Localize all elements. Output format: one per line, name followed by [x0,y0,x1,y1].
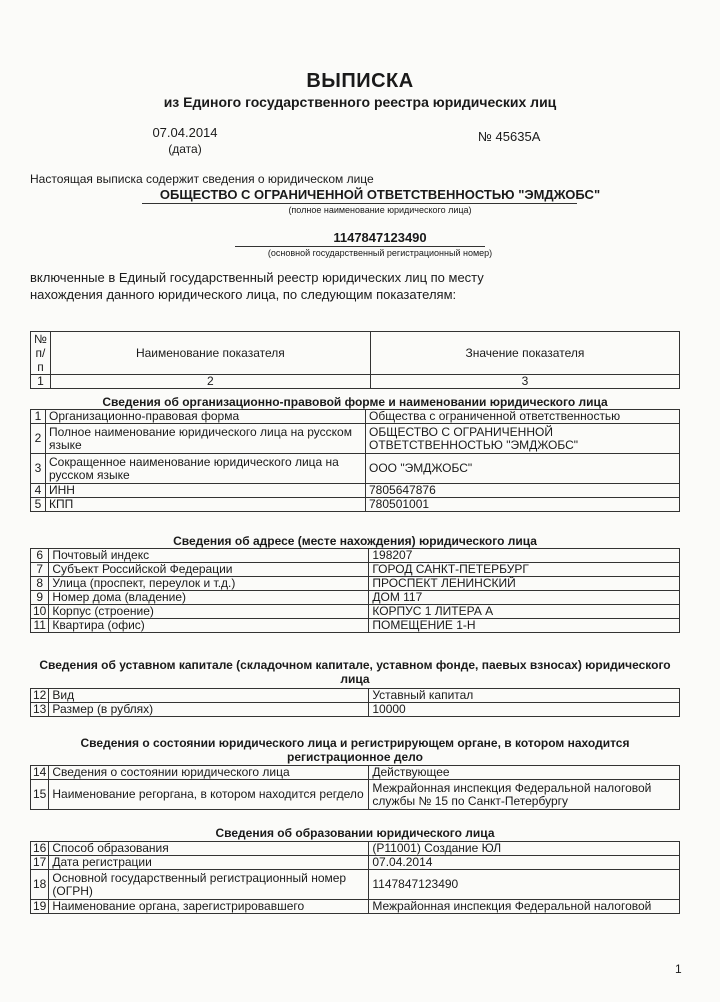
paragraph-line: включенные в Единый государственный реестр юридических лиц по месту [30,270,484,285]
column-index: 1 [31,375,51,389]
row-value: Уставный капитал [369,689,680,703]
row-value: 07.04.2014 [369,856,680,870]
row-key: Наименование органа, зарегистрировавшего [49,900,369,914]
row-key: Полное наименование юридического лица на русском языке [46,424,366,454]
row-value: 1147847123490 [369,870,680,900]
row-key: Дата регистрации [49,856,369,870]
row-key: Номер дома (владение) [49,591,369,605]
ogrn-value: 1147847123490 [333,230,427,245]
section-table [30,548,680,633]
row-number: 11 [31,619,49,633]
row-value: Межрайонная инспекция Федеральной налоговой [369,900,680,914]
row-value: ПОМЕЩЕНИЕ 1-Н [369,619,680,633]
row-value: ДОМ 117 [369,591,680,605]
row-key: ИНН [46,484,366,498]
row-number: 6 [31,549,49,563]
column-index: 3 [370,375,679,389]
row-key: Почтовый индекс [49,549,369,563]
row-number: 1 [31,410,46,424]
column-header-number: № п/п [31,332,51,375]
row-number: 17 [31,856,49,870]
row-value: Общества с ограниченной ответственностью [366,410,680,424]
row-number: 12 [31,689,49,703]
row-value: 198207 [369,549,680,563]
row-value: (Р11001) Создание ЮЛ [369,842,680,856]
section-table [30,841,680,914]
row-key: Квартира (офис) [49,619,369,633]
section-title: Сведения об организационно-правовой форме и наименовании юридического лица [102,395,608,409]
row-key: Сокращенное наименование юридического лица на русском языке [46,454,366,484]
row-number: 5 [31,498,46,512]
row-number: 7 [31,563,49,577]
row-number: 10 [31,605,49,619]
page-number: 1 [675,962,682,976]
row-number: 3 [31,454,46,484]
section-title: Сведения об уставном капитале (складочном капитале, уставном фонде, паевых взносах) юридического лица [39,658,671,686]
underline [235,246,485,247]
row-number: 19 [31,900,49,914]
document-title: ВЫПИСКА [306,70,414,92]
row-number: 2 [31,424,46,454]
row-key: Основной государственный регистрационный номер (ОГРН) [49,870,369,900]
row-number: 4 [31,484,46,498]
row-value: 780501001 [366,498,680,512]
row-key: Размер (в рублях) [49,703,369,717]
row-key: Сведения о состоянии юридического лица [49,766,369,780]
section-table [30,688,680,717]
row-number: 14 [31,766,49,780]
row-key: Вид [49,689,369,703]
row-value: Межрайонная инспекция Федеральной налоговой службы № 15 по Санкт-Петербургу [369,780,680,810]
paragraph-line: нахождения данного юридического лица, по следующим показателям: [30,287,457,302]
extract-number: № 45635А [478,129,541,144]
row-key: Способ образования [49,842,369,856]
row-value: 10000 [369,703,680,717]
section-title: Сведения об адресе (месте нахождения) юридического лица [173,534,537,548]
row-key: КПП [46,498,366,512]
underline [142,203,577,204]
row-number: 8 [31,577,49,591]
section-table [30,409,680,512]
row-value: КОРПУС 1 ЛИТЕРА А [369,605,680,619]
row-key: Организационно-правовая форма [46,410,366,424]
document-subtitle: из Единого государственного реестра юридических лиц [163,94,557,110]
row-number: 16 [31,842,49,856]
intro-text: Настоящая выписка содержит сведения о юридическом лице [30,172,374,186]
section-table [30,765,680,810]
row-number: 15 [31,780,49,810]
row-key: Субъект Российской Федерации [49,563,369,577]
column-header-value: Значение показателя [370,332,679,375]
row-key: Наименование регоргана, в котором находится регдело [49,780,369,810]
date-caption: (дата) [168,142,202,156]
row-key: Корпус (строение) [49,605,369,619]
column-index: 2 [50,375,370,389]
organization-name: ОБЩЕСТВО С ОГРАНИЧЕННОЙ ОТВЕТСТВЕННОСТЬЮ "ЭМДЖОБС" [159,187,601,202]
row-value: ОБЩЕСТВО С ОГРАНИЧЕННОЙ ОТВЕТСТВЕННОСТЬЮ "ЭМДЖОБС" [366,424,680,454]
section-title: Сведения об образовании юридического лица [215,826,495,840]
ogrn-caption: (основной государственный регистрационный номер) [267,248,493,258]
column-header-name: Наименование показателя [50,332,370,375]
row-key: Улица (проспект, переулок и т.д.) [49,577,369,591]
row-number: 18 [31,870,49,900]
row-value: 7805647876 [366,484,680,498]
extract-date: 07.04.2014 [152,125,218,140]
section-title: Сведения о состоянии юридического лица и регистрирующем органе, в котором находится регистрационное дело [80,736,630,764]
row-value: ПРОСПЕКТ ЛЕНИНСКИЙ [369,577,680,591]
organization-name-caption: (полное наименование юридического лица) [288,205,472,215]
row-number: 13 [31,703,49,717]
row-number: 9 [31,591,49,605]
row-value: Действующее [369,766,680,780]
row-value: ООО "ЭМДЖОБС" [366,454,680,484]
table-header [30,331,680,389]
row-value: ГОРОД САНКТ-ПЕТЕРБУРГ [369,563,680,577]
